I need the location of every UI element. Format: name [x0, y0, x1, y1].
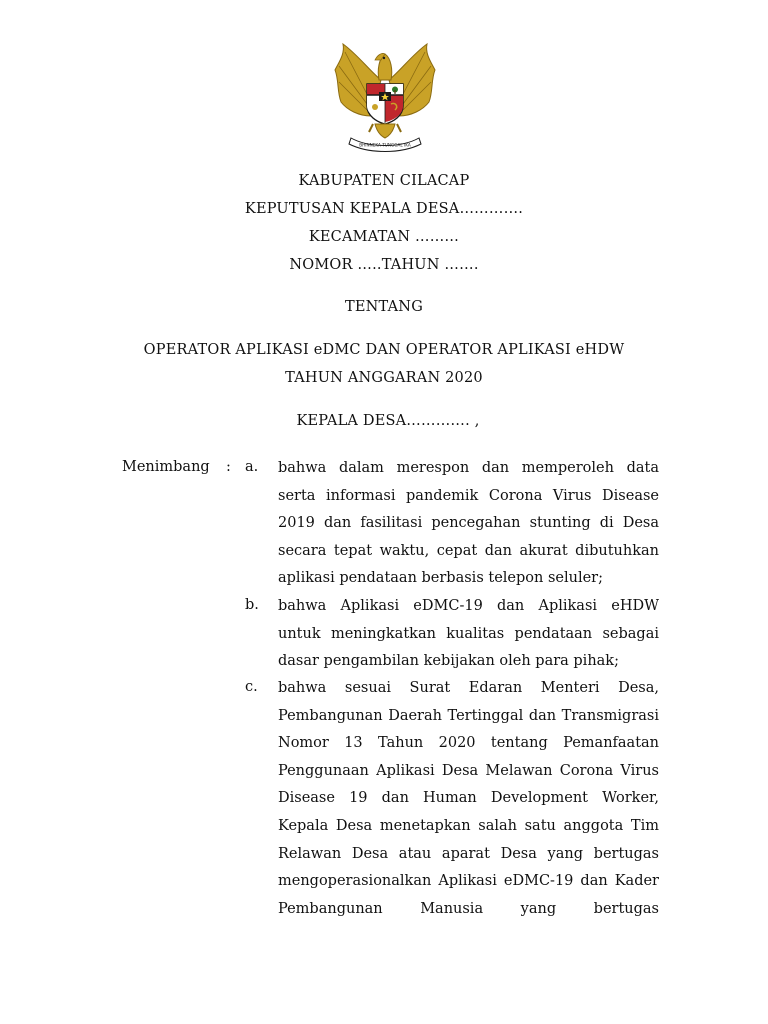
- menimbang-label: Menimbang: [122, 459, 210, 475]
- regency-name: KABUPATEN CILACAP: [298, 173, 470, 189]
- item-letter-a: a.: [245, 459, 259, 475]
- paragraph-line: untuk meningkatkan kualitas pendataan sebagai: [278, 625, 659, 642]
- number-year-line: NOMOR …..TAHUN …….: [289, 257, 479, 273]
- item-letter-c: c.: [245, 679, 258, 695]
- paragraph-line: Pembangunan Manusia yang bertugas: [278, 900, 659, 917]
- subject-title-line1: OPERATOR APLIKASI eDMC DAN OPERATOR APLIKASI eHDW: [143, 342, 625, 358]
- paragraph-line: bahwa Aplikasi eDMC-19 dan Aplikasi eHDW: [278, 598, 659, 614]
- paragraph-line: Penggunaan Aplikasi Desa Melawan Corona Virus: [278, 762, 659, 779]
- paragraph-line: Nomor 13 Tahun 2020 tentang Pemanfaatan: [278, 735, 659, 752]
- paragraph-line: bahwa sesuai Surat Edaran Menteri Desa,: [278, 680, 659, 696]
- item-paragraph-c: [278, 675, 659, 923]
- paragraph-line: aplikasi pendataan berbasis telepon seluler;: [278, 570, 603, 587]
- paragraph-line: secara tepat waktu, cepat dan akurat dibutuhkan: [278, 542, 659, 559]
- garuda-pancasila-icon: [329, 40, 441, 158]
- district-line: KECAMATAN ………: [308, 229, 460, 245]
- paragraph-line: Relawan Desa atau aparat Desa yang bertugas: [278, 845, 659, 862]
- item-paragraph-a: [278, 455, 659, 593]
- paragraph-line: dasar pengambilan kebijakan oleh para pihak;: [278, 653, 619, 670]
- paragraph-line: serta informasi pandemik Corona Virus Disease: [278, 487, 659, 504]
- paragraph-line: Kepala Desa menetapkan salah satu anggota Tim: [278, 817, 659, 834]
- paragraph-line: 2019 dan fasilitasi pencegahan stunting di Desa: [278, 515, 659, 532]
- item-paragraph-b: [278, 593, 659, 676]
- subject-title-line2: TAHUN ANGGARAN 2020: [285, 370, 483, 386]
- paragraph-line: mengoperasionalkan Aplikasi eDMC-19 dan Kader: [278, 873, 659, 890]
- item-letter-b: b.: [245, 597, 259, 613]
- paragraph-line: Disease 19 dan Human Development Worker,: [278, 790, 659, 807]
- garuda-emblem: [329, 40, 441, 158]
- menimbang-colon: :: [226, 459, 231, 475]
- paragraph-line: bahwa dalam merespon dan memperoleh data: [278, 460, 659, 476]
- paragraph-line: Pembangunan Daerah Tertinggal dan Transmigrasi: [278, 707, 659, 724]
- emblem-motto: BHINNEKA TUNGGAL IKA: [359, 142, 411, 148]
- about-label: TENTANG: [345, 299, 423, 315]
- decree-title: KEPUTUSAN KEPALA DESA………….: [244, 201, 524, 217]
- village-head-line: KEPALA DESA…………. ,: [296, 413, 480, 429]
